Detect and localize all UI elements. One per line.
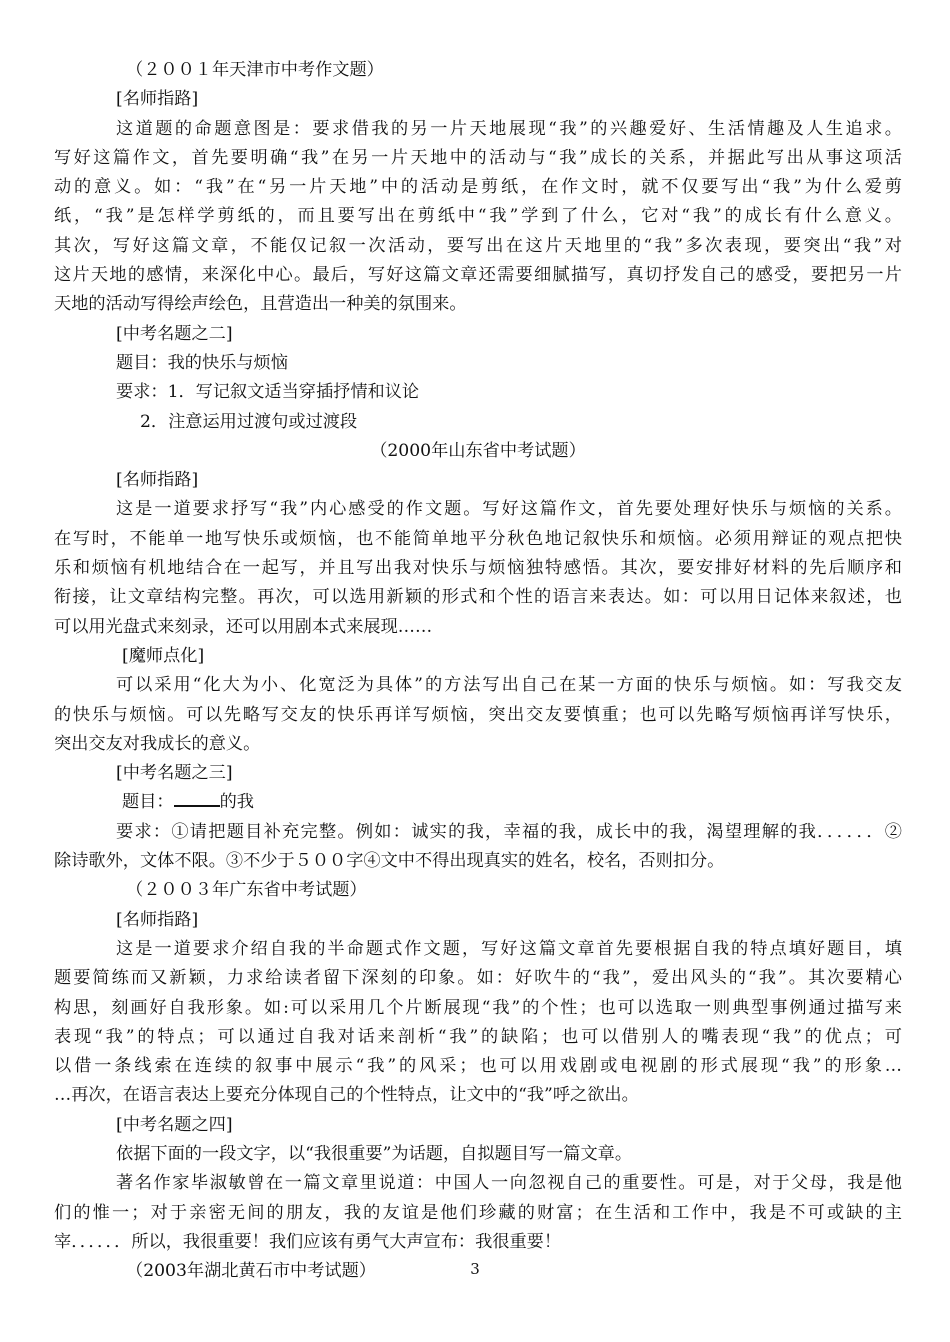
paragraph-line: 纸，“我”是怎样学剪纸的，而且要写出在剪纸中“我”学到了什么，它对“我”的成长有什么意义。 [54,206,902,227]
topic-title-suffix: 的我 [219,792,254,813]
source-note-guangdong-2003: （２００３年广东省中考试题） [126,880,367,901]
paragraph-line: 题要简练而又新颖，力求给读者留下深刻的印象。如：好吹牛的“我”，爱出风头的“我”。其次要精心 [54,968,902,989]
topic-title-prefix: 题目： [122,792,174,813]
section-heading-exam-topic-4: [中考名题之四] [116,1114,233,1135]
page-number: 3 [470,1260,480,1278]
paragraph-line: 可以采用“化大为小、化宽泛为具体”的方法写出自己在某一方面的快乐与烦恼。如：写我交友 [116,675,902,696]
source-note-tianjin-2001: （２００１年天津市中考作文题） [126,60,384,80]
paragraph-line: 依据下面的一段文字，以“我很重要”为话题，自拟题目写一篇文章。 [116,1143,633,1164]
paragraph-line: 突出交友对我成长的意义。 [54,733,261,754]
paragraph-line: 构思，刻画好自我形象。如:可以采用几个片断展现“我”的个性；也可以选取一则典型事例通过描写来 [54,997,902,1018]
paragraph-line: …再次，在语言表达上要充分体现自己的个性特点，让文中的“我”呼之欲出。 [54,1085,639,1106]
fill-in-blank [174,789,220,807]
paragraph-line: 们的惟一；对于亲密无间的朋友，我的友谊是他们珍藏的财富；在生活和工作中，我是不可或缺的主 [54,1202,902,1223]
document-body [54,56,902,1286]
section-heading-teacher-guide: [名师指路] [116,89,199,110]
topic-title: 题目：我的快乐与烦恼 [116,352,288,373]
paragraph-line: 天地的活动写得绘声绘色，且营造出一种美的氛围来。 [54,294,467,315]
requirement-line: 除诗歌外，文体不限。③不少于５００字④文中不得出现真实的姓名，校名，否则扣分。 [54,851,725,872]
paragraph-line: 衔接，让文章结构完整。再次，可以选用新颖的形式和个性的语言来表达。如：可以用日记体来叙述，也 [54,587,902,608]
paragraph-line: 这是一道要求介绍自我的半命题式作文题，写好这篇文章首先要根据自我的特点填好题目，填 [116,938,902,959]
paragraph-line: 其次，写好这篇文章，不能仅记叙一次活动，要写出在这片天地里的“我”多次表现，要突出“我”对 [54,235,902,256]
section-heading-exam-topic-3: [中考名题之三] [116,763,233,784]
paragraph-line: 以借一条线索在连续的叙事中展示“我”的风采；也可以用戏剧或电视剧的形式展现“我”的形象… [54,1056,902,1077]
source-note-shandong-2000: （2000年山东省中考试题） [370,440,586,461]
topic-title [54,788,902,817]
section-heading-teacher-guide: [名师指路] [116,470,199,491]
requirement-line: 要求：①请把题目补充完整。例如：诚实的我，幸福的我，成长中的我，渴望理解的我．．．．．．② [116,821,902,842]
paragraph-line: 这片天地的感情，来深化中心。最后，写好这篇文章还需要细腻描写，真切抒发自己的感受，要把另一片 [54,265,902,286]
paragraph-line: 这是一道要求抒写“我”内心感受的作文题。写好这篇作文，首先要处理好快乐与烦恼的关系。 [116,499,902,520]
paragraph-line: 写好这篇作文，首先要明确“我”在另一片天地中的活动与“我”成长的关系，并据此写出从事这项活 [54,147,902,168]
section-heading-magic-tips: [魔师点化] [122,645,205,666]
paragraph-line: 表现“我”的特点；可以通过自我对话来剖析“我”的缺陷；也可以借别人的嘴表现“我”的优点；可 [54,1026,902,1047]
requirement-line: 要求：1．写记叙文适当穿插抒情和议论 [116,382,420,403]
paragraph-line: 宰．．．．．．所以，我很重要！我们应该有勇气大声宣布：我很重要！ [54,1231,562,1252]
paragraph-line: 乐和烦恼有机地结合在一起写，并且写出我对快乐与烦恼独特感悟。其次，要安排好材料的先后顺序和 [54,558,902,579]
paragraph-line: 的快乐与烦恼。可以先略写交友的快乐再详写烦恼，突出交友要慎重；也可以先略写烦恼再详写快乐， [54,704,902,725]
paragraph-line: 著名作家毕淑敏曾在一篇文章里说道：中国人一向忽视自己的重要性。可是，对于父母，我是他 [116,1173,902,1194]
section-heading-teacher-guide: [名师指路] [116,909,199,930]
section-heading-exam-topic-2: [中考名题之二] [116,323,233,344]
source-note-huangshi-2003: （2003年湖北黄石市中考试题） [126,1261,376,1282]
paragraph-line: 可以用光盘式来刻录，还可以用剧本式来展现…… [54,616,433,637]
paragraph-line: 在写时，不能单一地写快乐或烦恼，也不能简单地平分秋色地记叙快乐和烦恼。必须用辩证的观点把快 [54,528,902,549]
requirement-line: 2．注意运用过渡句或过渡段 [140,411,358,432]
paragraph-line: 动的意义。如：“我”在“另一片天地”中的活动是剪纸，在作文时，就不仅要写出“我”为什么爱剪 [54,177,902,198]
paragraph-line: 这道题的命题意图是：要求借我的另一片天地展现“我”的兴趣爱好、生活情趣及人生追求。 [116,118,902,139]
